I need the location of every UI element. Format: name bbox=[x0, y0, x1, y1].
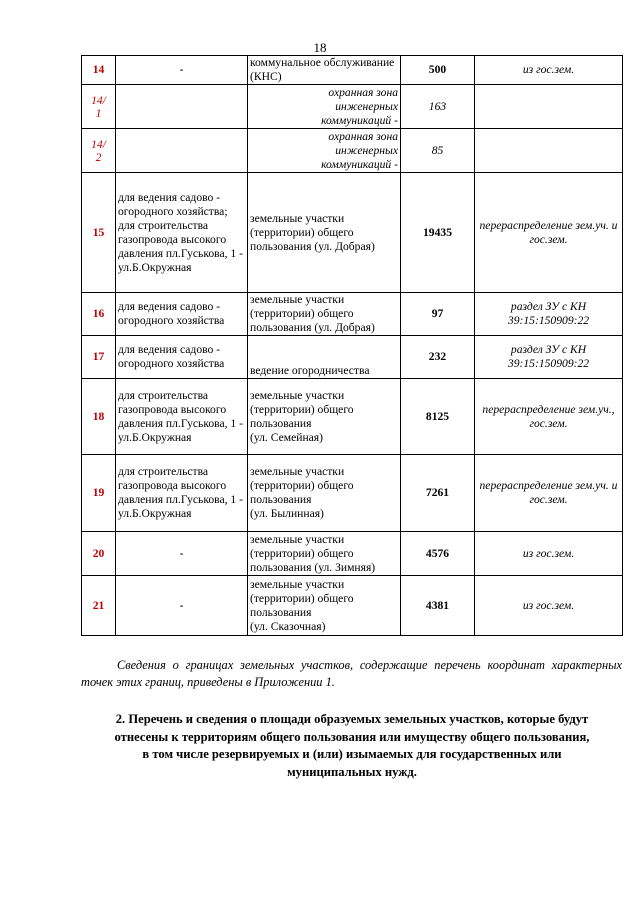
plot-category: охранная зона инженерных коммуникаций - bbox=[248, 85, 401, 129]
plot-purpose: - bbox=[116, 532, 248, 576]
table-row bbox=[82, 129, 623, 173]
plot-area: 19435 bbox=[401, 173, 475, 293]
plot-method: раздел ЗУ с КН 39:15:150909:22 bbox=[475, 293, 623, 336]
plot-area: 500 bbox=[401, 56, 475, 85]
plot-number: 14/ 2 bbox=[82, 129, 116, 173]
plot-purpose: для строительства газопровода высокого давления пл.Гуськова, 1 - ул.Б.Окружная bbox=[116, 379, 248, 455]
plot-method bbox=[475, 129, 623, 173]
plot-area: 85 bbox=[401, 129, 475, 173]
plot-area: 4576 bbox=[401, 532, 475, 576]
table-row bbox=[82, 532, 623, 576]
plot-area: 163 bbox=[401, 85, 475, 129]
plot-category: земельные участки (территории) общего пользования (ул. Зимняя) bbox=[248, 532, 401, 576]
table-row bbox=[82, 173, 623, 293]
land-plots-table bbox=[81, 55, 623, 636]
plot-category: земельные участки (территории) общего пользования (ул. Семейная) bbox=[248, 379, 401, 455]
plot-number: 21 bbox=[82, 576, 116, 636]
table-row bbox=[82, 576, 623, 636]
plot-area: 8125 bbox=[401, 379, 475, 455]
plot-purpose: для ведения садово - огородного хозяйства bbox=[116, 293, 248, 336]
plot-number: 20 bbox=[82, 532, 116, 576]
plot-method: из гос.зем. bbox=[475, 532, 623, 576]
plot-method: из гос.зем. bbox=[475, 56, 623, 85]
plot-category: охранная зона инженерных коммуникаций - bbox=[248, 129, 401, 173]
plot-category: коммунальное обслуживание (КНС) bbox=[248, 56, 401, 85]
plot-area: 232 bbox=[401, 336, 475, 379]
plot-number: 16 bbox=[82, 293, 116, 336]
plot-purpose: - bbox=[116, 56, 248, 85]
plot-number: 14/ 1 bbox=[82, 85, 116, 129]
plot-category: ведение огородничества bbox=[248, 336, 401, 379]
plot-method: раздел ЗУ с КН 39:15:150909:22 bbox=[475, 336, 623, 379]
plot-number: 19 bbox=[82, 455, 116, 532]
plot-category: земельные участки (территории) общего пользования (ул. Сказочная) bbox=[248, 576, 401, 636]
plot-purpose: - bbox=[116, 576, 248, 636]
plot-method: перераспределение зем.уч. и гос.зем. bbox=[475, 173, 623, 293]
plot-method bbox=[475, 85, 623, 129]
plot-number: 17 bbox=[82, 336, 116, 379]
plot-category: земельные участки (территории) общего пользования (ул. Добрая) bbox=[248, 293, 401, 336]
plot-purpose: для строительства газопровода высокого давления пл.Гуськова, 1 - ул.Б.Окружная bbox=[116, 455, 248, 532]
plot-purpose bbox=[116, 85, 248, 129]
plot-number: 14 bbox=[82, 56, 116, 85]
boundaries-note: Сведения о границах земельных участков, содержащие перечень координат характерных точек этих границ, приведены в Приложении 1. bbox=[81, 658, 622, 689]
section-heading: 2. Перечень и сведения о площади образуемых земельных участков, которые будут отнесены к территориям общего пользования или имуществу общего пользования, в том числе резервируемых и (или) изымаемых для государственных или муниципальных нужд. bbox=[114, 712, 590, 779]
plot-purpose: для ведения садово - огородного хозяйства bbox=[116, 336, 248, 379]
table-row bbox=[82, 56, 623, 85]
table-row bbox=[82, 336, 623, 379]
plot-method: перераспределение зем.уч., гос.зем. bbox=[475, 379, 623, 455]
plot-purpose bbox=[116, 129, 248, 173]
plot-method: перераспределение зем.уч. и гос.зем. bbox=[475, 455, 623, 532]
plot-area: 7261 bbox=[401, 455, 475, 532]
page-number: 18 bbox=[313, 40, 327, 55]
table-row bbox=[82, 379, 623, 455]
plot-method: из гос.зем. bbox=[475, 576, 623, 636]
plot-number: 18 bbox=[82, 379, 116, 455]
table-row bbox=[82, 293, 623, 336]
plot-category: земельные участки (территории) общего пользования (ул. Добрая) bbox=[248, 173, 401, 293]
plot-purpose: для ведения садово - огородного хозяйства; для строительства газопровода высокого давления пл.Гуськова, 1 - ул.Б.Окружная bbox=[116, 173, 248, 293]
table-row bbox=[82, 85, 623, 129]
plot-area: 97 bbox=[401, 293, 475, 336]
plot-category: земельные участки (территории) общего пользования (ул. Былинная) bbox=[248, 455, 401, 532]
plot-number: 15 bbox=[82, 173, 116, 293]
plot-area: 4381 bbox=[401, 576, 475, 636]
table-row bbox=[82, 455, 623, 532]
